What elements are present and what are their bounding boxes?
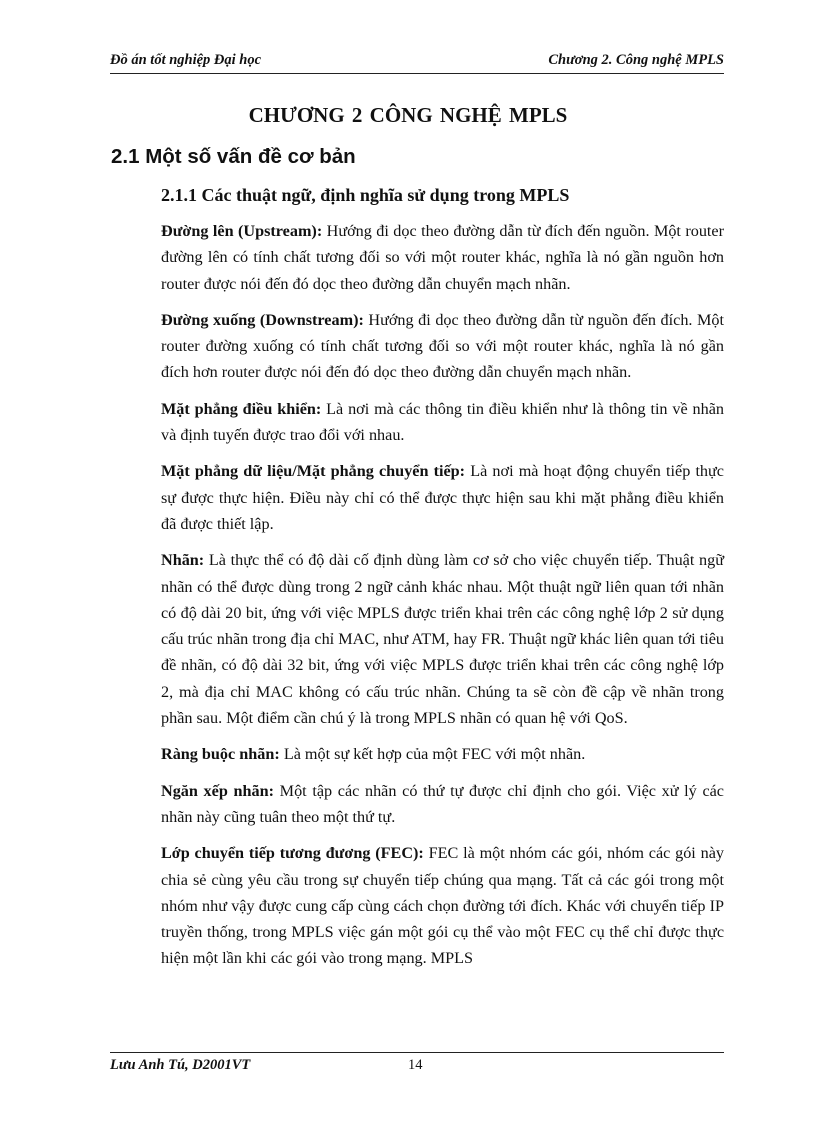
- header-right: Chương 2. Công nghệ MPLS: [548, 52, 724, 68]
- definition: Là thực thể có độ dài cố định dùng làm cơ sở cho việc chuyển tiếp. Thuật ngữ nhãn có thể được dùng trong 2 ngữ cảnh khác nhau. Một thuật ngữ liên quan tới nhãn có độ dài 20 bit, ứng với việc MPLS được triển khai trên các công nghệ lớp 2 sử dụng cấu trúc nhãn trong địa chỉ MAC, như ATM, hay FR. Thuật ngữ khác liên quan tới tiêu đề nhãn, có độ dài 32 bit, ứng với việc MPLS được triển khai trên các công nghệ lớp 2, mà địa chỉ MAC không có cấu trúc nhãn. Chúng ta sẽ còn đề cập về nhãn trong phần sau. Một điểm cần chú ý là trong MPLS nhãn có quan hệ với QoS.: [161, 551, 724, 728]
- subsection-title: 2.1.1 Các thuật ngữ, định nghĩa sử dụng trong MPLS: [161, 185, 570, 205]
- definition: Hướng đi dọc theo đường dẫn từ đích đến nguồn. Một router đường lên có tính chất tương đối so với một router khác, nghĩa là nó gần nguồn hơn router được nói đến đó dọc theo đường dẫn chuyển mạch nhãn.: [161, 222, 725, 293]
- section-title: 2.1 Một số vấn đề cơ bản: [111, 145, 356, 168]
- paragraph-control-plane: [161, 396, 724, 449]
- term: Ngăn xếp nhãn:: [161, 781, 274, 800]
- page-header: [110, 50, 724, 70]
- definition: FEC là một nhóm các gói, nhóm các gói này chia sẻ cùng yêu cầu trong sự chuyển tiếp chúng qua mạng. Tất cả các gói trong một nhóm như vậy được cung cấp cùng cách chọn đường tới đích. Khác với chuyển tiếp IP truyền thống, trong MPLS việc gán một gói cụ thể vào một FEC cụ thể chỉ được thực hiện một lần khi các gói vào trong mạng. MPLS: [161, 844, 724, 968]
- paragraph-data-plane: [161, 458, 724, 537]
- paragraph-fec: [161, 840, 724, 971]
- term: Ràng buộc nhãn:: [161, 745, 280, 764]
- definition: Là nơi mà hoạt động chuyển tiếp thực sự được thực hiện. Điều này chỉ có thể được thực hiện sau khi mặt phẳng điều khiển đã được thiết lập.: [161, 462, 724, 533]
- definition: Một tập các nhãn có thứ tự được chỉ định cho gói. Việc xử lý các nhãn này cũng tuân theo một thứ tự.: [161, 781, 724, 826]
- footer-rule: [110, 1052, 724, 1053]
- definition: Hướng đi dọc theo đường dẫn từ nguồn đến đích. Một router đường xuống có tính chất tương đối so với một router khác, nghĩa là nó gần đích hơn router được nói đến đó dọc theo đường dẫn chuyển mạch nhãn.: [161, 310, 724, 382]
- header-left: Đồ án tốt nghiệp Đại học: [110, 52, 262, 68]
- body-text: [161, 218, 724, 982]
- paragraph-label-binding: [161, 741, 724, 767]
- footer-author: Lưu Anh Tú, D2001VT: [110, 1057, 251, 1073]
- term: Mặt phẳng dữ liệu/Mặt phẳng chuyển tiếp:: [161, 462, 466, 481]
- definition: Là nơi mà các thông tin điều khiển như là thông tin về nhãn và định tuyến được trao đổi với nhau.: [161, 399, 724, 445]
- page-number: 14: [408, 1057, 423, 1073]
- term: Đường lên (Upstream):: [161, 222, 323, 240]
- definition: Là một sự kết hợp của một FEC với một nhãn.: [279, 745, 586, 764]
- paragraph-label-stack: [161, 778, 724, 831]
- paragraph-downstream: [161, 307, 724, 386]
- term: Lớp chuyển tiếp tương đương (FEC):: [161, 844, 424, 863]
- term: Đường xuống (Downstream):: [161, 310, 364, 329]
- chapter-title: CHƯƠNG 2 CÔNG NGHỆ MPLS: [248, 103, 568, 127]
- term: Mặt phẳng điều khiển:: [161, 399, 322, 418]
- term: Nhãn:: [161, 551, 205, 570]
- paragraph-upstream: [161, 218, 724, 297]
- paragraph-label: [161, 547, 724, 731]
- header-rule: [110, 73, 724, 74]
